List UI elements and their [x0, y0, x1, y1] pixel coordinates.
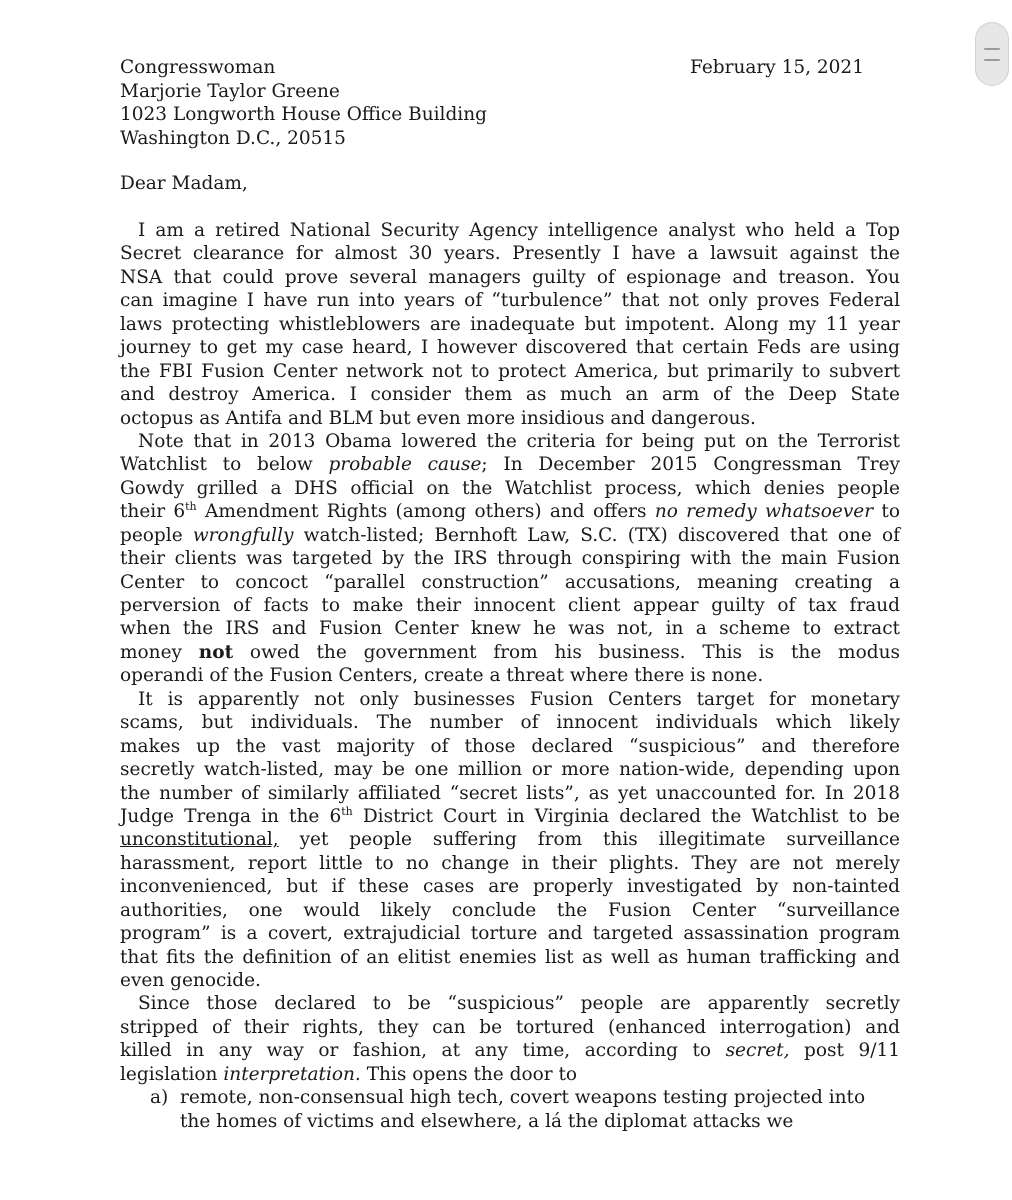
p1-line-9: octopus as Antifa and BLM but even more insidious and dangerous.: [120, 407, 756, 429]
p4-line-2: stripped of their rights, they can be tortured (enhanced interrogation) and: [120, 1016, 900, 1038]
recipient-line-3: 1023 Longworth House Office Building: [120, 104, 487, 125]
recipient-line-4: Washington D.C., 20515: [120, 127, 346, 149]
p3-line-13: even genocide.: [120, 970, 261, 991]
p2-line-2: Watchlist to below probable cause; In December 2015 Congressman Trey: [120, 454, 900, 476]
letter-date: February 15, 2021: [690, 57, 864, 78]
p2-line-4: their 6th Amendment Rights (among others) and offers no remedy whatsoever to: [120, 500, 900, 523]
p1-line-4: can imagine I have run into years of “turbulence” that not only proves Federal: [120, 290, 900, 312]
p3-line-10: authorities, one would likely conclude the Fusion Center “surveillance: [120, 899, 900, 921]
p3-line-7: unconstitutional, yet people suffering from this illegitimate surveillance: [120, 829, 900, 851]
p1-line-8: and destroy America. I consider them as much an arm of the Deep State: [120, 384, 900, 406]
p3-line-3: makes up the vast majority of those declared “suspicious” and therefore: [120, 735, 900, 757]
p4-line-4: legislation interpretation. This opens the door to: [120, 1063, 578, 1085]
scroll-handle[interactable]: [975, 22, 1009, 86]
p2-line-8: perversion of facts to make their innocent client appear guilty of tax fraud: [120, 595, 900, 616]
p3-line-2: scams, but individuals. The number of innocent individuals which likely: [120, 712, 900, 734]
p2-line-1: Note that in 2013 Obama lowered the criteria for being put on the Terrorist: [138, 430, 900, 452]
salutation: Dear Madam,: [120, 173, 248, 194]
p3-line-11: program” is a covert, extrajudicial torture and targeted assassination program: [120, 923, 900, 945]
p2-line-5: people wrongfully watch-listed; Bernhoft Law, S.C. (TX) discovered that one of: [120, 524, 900, 546]
p2-line-9: when the IRS and Fusion Center knew he was not, in a scheme to extract: [120, 618, 900, 640]
p2-line-3: Gowdy grilled a DHS official on the Watchlist process, which denies people: [120, 477, 900, 499]
scroll-handle-grip-bottom: [984, 59, 1000, 61]
p1-line-2: Secret clearance for almost 30 years. Presently I have a lawsuit against the: [120, 243, 900, 265]
p4-line-1: Since those declared to be “suspicious” people are apparently secretly: [138, 993, 900, 1015]
list-item-a: a) remote, non-consensual high tech, covert weapons testing projected into: [150, 1087, 866, 1109]
p3-line-8: harassment, report little to no change in their plights. They are not merely: [120, 852, 900, 874]
p1-line-3: NSA that could prove several managers guilty of espionage and treason. You: [120, 266, 900, 288]
list-item-a-line-2: the homes of victims and elsewhere, a lá the diplomat attacks we: [180, 1110, 794, 1132]
scroll-handle-grip-top: [984, 48, 1000, 50]
p2-line-7: Center to concoct “parallel construction” accusations, meaning creating a: [120, 571, 900, 593]
p1-line-6: journey to get my case heard, I however discovered that certain Feds are using: [120, 337, 900, 359]
p3-line-5: the number of similarly affiliated “secret lists”, as yet unaccounted for. In 2018: [120, 782, 900, 804]
p3-line-6: Judge Trenga in the 6th District Court in Virginia declared the Watchlist to be: [120, 804, 900, 827]
recipient-line-1: Congresswoman: [120, 57, 276, 78]
letter-body: [120, 219, 900, 1133]
p1-line-1: I am a retired National Security Agency intelligence analyst who held a Top: [138, 220, 900, 241]
p1-line-7: the FBI Fusion Center network not to protect America, but primarily to subvert: [120, 360, 900, 382]
recipient-address: [120, 56, 487, 150]
p3-line-1: It is apparently not only businesses Fusion Centers target for monetary: [138, 688, 900, 710]
p2-line-6: their clients was targeted by the IRS through conspiring with the main Fusion: [120, 548, 900, 570]
p2-line-11: operandi of the Fusion Centers, create a threat where there is none.: [120, 665, 764, 687]
p1-line-5: laws protecting whistleblowers are inadequate but impotent. Along my 11 year: [120, 313, 900, 335]
p3-line-9: inconvenienced, but if these cases are properly investigated by non-tainted: [120, 876, 900, 898]
p3-line-12: that fits the definition of an elitist enemies list as well as human trafficking and: [120, 946, 900, 968]
p2-line-10: money not owed the government from his business. This is the modus: [120, 641, 900, 663]
p3-line-4: secretly watch-listed, may be one million or more nation-wide, depending upon: [120, 759, 900, 781]
list-marker-a: a): [150, 1087, 169, 1109]
p4-line-3: killed in any way or fashion, at any time, according to secret, post 9/11: [120, 1040, 900, 1062]
recipient-line-2: Marjorie Taylor Greene: [120, 80, 340, 102]
